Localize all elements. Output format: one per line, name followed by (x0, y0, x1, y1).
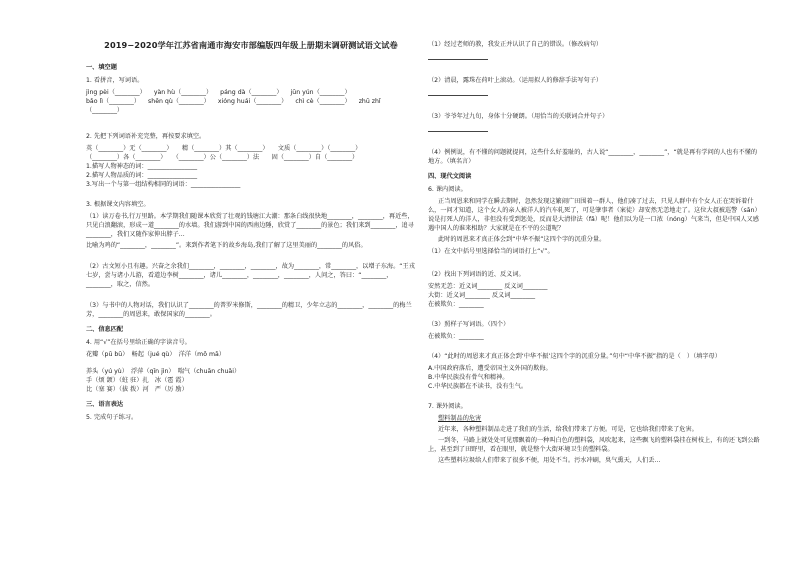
passage: 正当周恩来和同学在瞬去期时，忽然发现这繁闹广田围着一群人，他们凑了过去，只见人群中有个女人正在哭诉着什么，一问才知道，这个女人的亲人被洋人的汽车轧死了，可是肇事者（案徒）却安然无恙地走了。这位大叔被巡警（sān）说是打死人的洋人，非但没有受到惩处，反而是大清律法（fǎ）呢！他们以为是一口浓（nóng）气来当，但是中国人又感遇中国人的谁来相助？大家就是在不平的公道呢？ (428, 197, 761, 232)
pinyin-item: zhū zhǐ (358, 97, 381, 105)
question: （1）在文中括号里选择恰当的词语打上“√”。 (428, 247, 554, 255)
question: （2）清晨，露珠在荷叶上滚动。（运用拟人的修辞手法写句子） (428, 76, 603, 84)
section-heading: 二、信息匹配 (86, 325, 124, 333)
paragraph: （1）读万卷书,行万里路。本学期我们随课本欣赏了壮观的钱塘江大潮：那条白线很快地________，________，再近些，只见白浪翻滚，形成一道________的水墙。我们游到中国的西南边陲，欣赏了________的景色；我们来到________，追寻________，我们又随作家伸出脖子... (86, 212, 414, 238)
question: 5. 完成句子练习。 (86, 413, 138, 421)
passage: 此时的周恩来才真正体会到“中华不振”这四个字的沉重分量。 (438, 235, 606, 243)
answer-line[interactable] (428, 89, 488, 96)
reading-row: 养头（yú yù） 浮萍（qīn jìn） 喘气（chuān chuǎi） (86, 367, 241, 375)
pinyin-item: yàn hù（________） (153, 88, 213, 96)
question: （3）照样子写词语。（四个） (428, 320, 510, 328)
answer-row: 在被欺负：________ (428, 300, 484, 308)
pinyin-item: bǎo lì（________） (86, 97, 141, 105)
idiom-item: 1.描写人物神态的词：________________ (86, 162, 198, 170)
idiom-item: 3.写出一个与第一组结构相同的词语：________________ (86, 180, 241, 188)
pinyin-item: chì cè（________） (295, 97, 351, 105)
pinyin-item: shēn qù（________） (148, 97, 210, 105)
question: 2. 先把下列词语补充完整，再按要求填空。 (86, 132, 206, 140)
passage-title: 塑料制品的危害 (438, 414, 482, 422)
section-heading: 四、现代文阅读 (428, 172, 472, 180)
passage: 这些塑料垃圾给人们带来了很多不便，用处不当。污水冲刷，臭气熏天，人们丢... (438, 456, 661, 464)
reading-row: 花瓣（pū bū） 畅起（jué qù） 洋洋（mō mā） (86, 350, 225, 358)
pinyin-item: jūn yún（________） (290, 88, 351, 96)
question: 6. 课内阅读。 (428, 185, 467, 193)
paragraph: 比喻为鸡的“________，________”。来到作者笔下的故乡海岛,我们了解了这里美丽的________的风俗。 (86, 241, 367, 249)
idiom-item: 2.描写人物品质的词：________________ (86, 171, 198, 179)
reading-row: 手（烦 颌）（蛀 驻）扎 冰（雹 霞） (86, 376, 188, 384)
pinyin-row (86, 107, 416, 116)
idiom-row: 英（________）无（________） 精（________）其（________） 文质（________）（________） (86, 144, 362, 152)
pinyin-item: （________） (86, 106, 124, 114)
question: （4）例例说，有不懂的问题就提问，这些什么好羞耻的，古人说“________，________”，“就是再有学问的人也有不懂的地方。（填名言） (428, 148, 758, 165)
option: A.中国政府落后，遭受帝国主义外国的欺侮。 (428, 364, 552, 372)
right-column (428, 38, 763, 468)
left-column (86, 58, 416, 426)
option: B.中华民族没有骨气和精神。 (428, 373, 509, 381)
answer-row: 在被欺负：________ (428, 332, 484, 340)
passage: 近年来，各种塑料制品走进了我们的生活，给我们带来了方便。可是，它也给我们带来了危害。 (438, 425, 698, 433)
answer-row: 大街：近义词________ 反义词________ (428, 291, 536, 299)
question: 4. 用“√”在括号里给正确的字读音号。 (86, 338, 191, 346)
question: 7. 课外阅读。 (428, 402, 467, 410)
question: （4）“此时的周恩来才真正体会到‘中华不振’这四个字的沉重分量。”句中“中华不振”指的是（ ）（填字母） (428, 352, 721, 360)
section-heading: 一、填空题 (86, 64, 117, 71)
idiom-row: （________）各（________） （________）公（________）法 固（________）自（________） (86, 153, 359, 161)
question: （1）经过老师的教，我发正并认识了自己的错误。（修改病句） (428, 41, 603, 48)
reading-row: 比（塞 赛）（拔 拨）河 严（厉 励） (86, 385, 188, 393)
paragraph: （3）与书中的人物对话，我们认识了________的普罗米修斯，________的精卫，少年立志的________，________的梅兰芳，________的周恩来，敢保国家的________。 (86, 301, 412, 318)
question: 3. 根据课文内容填空。 (86, 200, 150, 208)
answer-line[interactable] (428, 125, 488, 132)
option: C.中华民族都在不读书，没有生气。 (428, 382, 528, 390)
question: 1. 看拼音，写词语。 (86, 76, 144, 84)
question: （2）找出下列词语的近、反义词。 (428, 270, 525, 278)
paragraph: （2）古文短小且有趣。兴奋之余我们________，________，________，故为________，常________，以增子东海。“王戎七岁，尝与诸小儿游，看道边李树________，诸儿________，________，________，人问之，答曰：“________，________，取之，信然。 (86, 262, 415, 288)
answer-row: 安然无恙：近义词________ 反义词________ (428, 282, 548, 290)
section-heading: 三、语言表达 (86, 400, 124, 408)
pinyin-item: páng dà（________） (220, 88, 283, 96)
page-title: 2019−2020学年江苏省南通市海安市部编版四年级上册期末调研测试语文试卷 (104, 40, 398, 50)
pinyin-item: jìng pèi（________） (86, 88, 146, 96)
pinyin-row (86, 89, 416, 98)
answer-line[interactable] (428, 53, 488, 60)
question: （3）爷爷年过九旬，身体十分硬朗。（用恰当的关联词合并句子） (428, 112, 609, 120)
pinyin-item: xióng huái（________） (217, 97, 288, 105)
pinyin-row (86, 98, 416, 107)
passage: 一到冬，马路上就处处可见那飘着的一种叫白色的塑料袋，风吹起来，这些飘飞的塑料袋挂在树枝上，有的还飞到公路上，甚至到了田野里，看在眼里，就是整个大街环境卫生的塑料袋。 (428, 436, 760, 453)
